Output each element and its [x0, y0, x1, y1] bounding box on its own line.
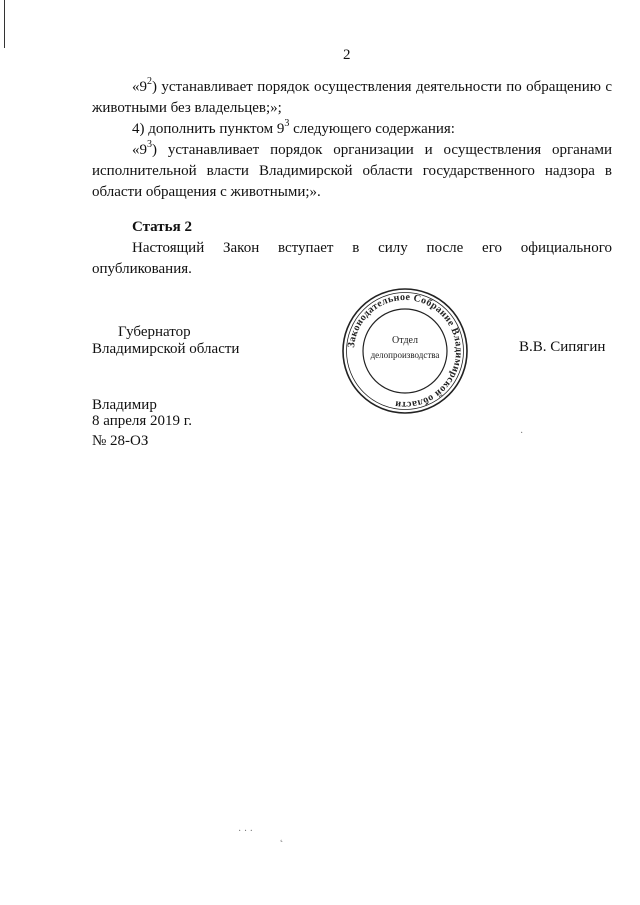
scan-edge-mark [0, 0, 5, 48]
scan-speck: · · · [238, 826, 253, 837]
article-title: Статья 2 [132, 219, 192, 235]
footer-city: Владимир [92, 397, 157, 413]
stamp-center-line1: Отдел [392, 335, 418, 346]
para3-line1: «$9^3$) устанавливает порядок организации и осуществления органами [132, 139, 612, 158]
page-number: 2 [343, 47, 351, 63]
signatory-position-line1: Губернатор [118, 324, 191, 340]
signatory-name: В.В. Сипягин [519, 339, 606, 355]
signatory-position-line2: Владимирской области [92, 341, 240, 357]
stamp-center-line2: делопроизводства [370, 350, 440, 360]
article-line1: Настоящий Закон вступает в силу после его официального [132, 240, 612, 256]
article-line2: опубликования. [92, 261, 192, 277]
scan-speck: · [520, 428, 524, 439]
scan-speck: ˛ [280, 832, 284, 843]
official-stamp [340, 286, 470, 416]
footer-number: № 28-ОЗ [92, 433, 149, 449]
stamp-ring-text: Законодательное Собрание Владимирской области [346, 291, 465, 411]
para3-line2: исполнительной власти Владимирской области государственного надзора в [92, 163, 612, 179]
para1-line1: «$9^2$) устанавливает порядок осуществления деятельности по обращению с [132, 76, 612, 95]
para1-line2: животными без владельцев;»; [92, 100, 282, 116]
para2-line: 4) дополнить пунктом $9^3$ следующего содержания: [132, 118, 455, 137]
footer-date: 8 апреля 2019 г. [92, 413, 192, 429]
para3-line3: области обращения с животными;». [92, 184, 321, 200]
